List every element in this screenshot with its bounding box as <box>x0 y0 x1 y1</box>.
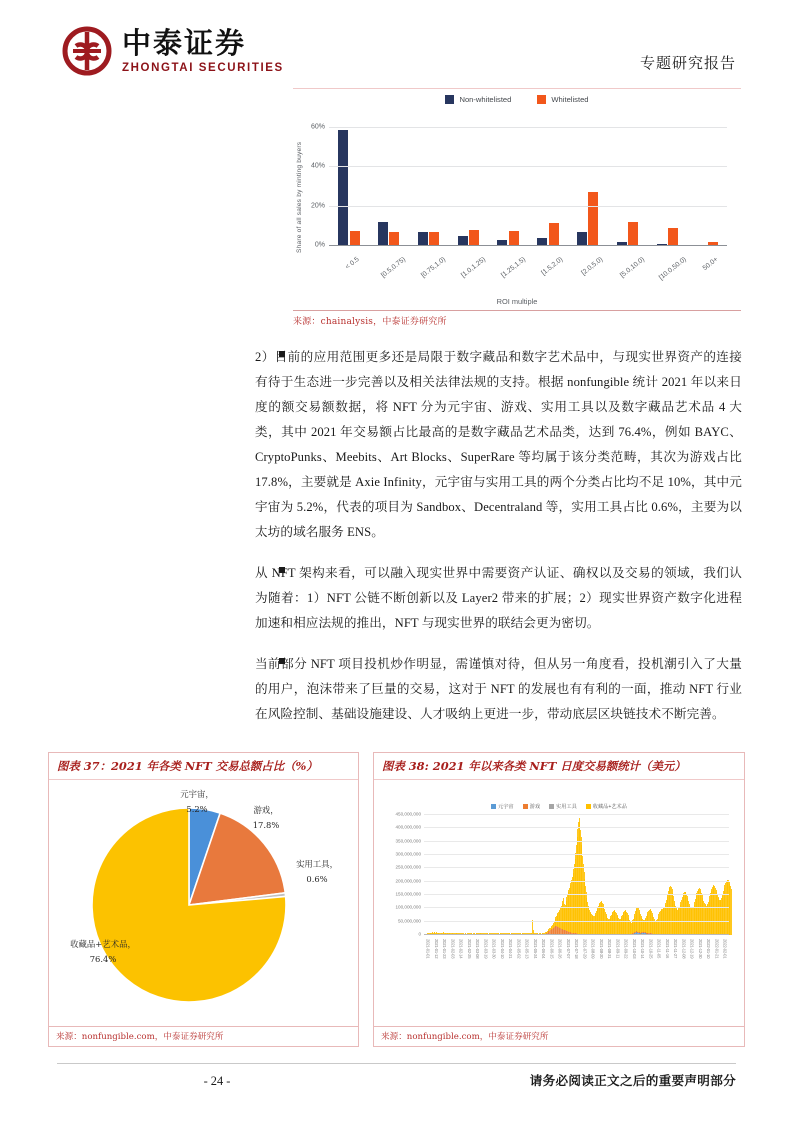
bar-group <box>448 118 488 246</box>
figure-38-x-tick: 2021-04-21 <box>508 939 514 959</box>
bar-whitelisted <box>429 232 439 246</box>
bar-whitelisted <box>509 231 519 246</box>
logo-text-cn: 中泰证券 <box>122 25 247 60</box>
legend-swatch-icon <box>537 95 546 104</box>
bar-non-whitelisted <box>577 232 587 246</box>
figure-38-gridline-5 <box>395 864 729 870</box>
top-figure-source-text: 来源：chainalysis，中泰证券研究所 <box>293 317 447 327</box>
x-tick-label: [5.0,10.0) <box>619 256 647 280</box>
figure-38-x-tick: 2021-06-04 <box>541 939 547 959</box>
top-chart-plot-area <box>310 118 727 249</box>
legend-swatch-icon <box>445 95 454 104</box>
figure-38-x-tick: 2021-11-16 <box>664 939 670 959</box>
para-speculation: 当前部分 NFT 项目投机炒作明显，需谨慎对待，但从另一角度看，投机潮引入了大量的用户，泡沫带来了巨量的交易，这对于 NFT 的发展也有有利的一面，推动 NFT 行业在风险控制、基础设施建设、人才吸纳上更进一步，带动底层区块链技术不断完善。 <box>255 657 742 721</box>
logo-text-en: ZHONGTAI SECURITIES <box>122 61 284 74</box>
figure-38-x-tick: 2021-03-19 <box>483 939 489 959</box>
page-number: - 24 - <box>203 1074 231 1088</box>
legend-label: Non-whitelisted <box>459 95 512 104</box>
bar-group <box>568 118 608 246</box>
bar-group <box>647 118 687 246</box>
report-type-label: 专题研究报告 <box>639 54 736 72</box>
x-tick-label: [1.0,1.25) <box>460 256 487 280</box>
figure-38-legend-item-0 <box>491 803 514 810</box>
figure-38-gridline-8 <box>395 824 729 830</box>
company-logo <box>62 26 284 76</box>
figure-38-x-tick: 2021-02-03 <box>450 939 456 959</box>
figure-38-x-tick: 2022-02-01 <box>722 939 728 959</box>
figure-38-x-tick: 2021-12-30 <box>697 939 703 959</box>
bar-group <box>488 118 528 246</box>
bar-group <box>369 118 409 246</box>
footer-divider <box>57 1063 736 1064</box>
figure-38-y-tick-8: 400,000,000 <box>395 824 421 830</box>
figure-38-x-tick: 2021-05-02 <box>516 939 522 959</box>
para-application-scope: 2）目前的应用范围更多还是局限于数字藏品和数字艺术品中，与现实世界资产的连接有待于生态进一步完善以及相关法律法规的支持。根据 nonfungible 统计 2021 年以来日度的额交易额数据，将 NFT 分为元宇宙、游戏、实用工具以及数字藏品艺术品 4 大类，其中 2021 年交易额占比最高的是数字藏品艺术品类，达到 76.4%，例如 BAYC、CryptoPunks、Meebits、Art Blocks、SuperRare 等均属于该分类范畴，其次为游戏占比 17.8%，主要就是 Axie Infinity，元宇宙与实用工具的两个分类占比均不足 10%，其中元宇宙为 5.2%，代表的项目为 Sandbox、Decentraland 等，实用工具占比 0.6%，主要为以太坊的域名服务 ENS。 <box>255 350 742 539</box>
figure-38-y-tick-5: 250,000,000 <box>395 864 421 870</box>
bar-whitelisted <box>668 228 678 246</box>
gridline-40 <box>310 162 727 170</box>
x-tick-label: [0.75,1.0) <box>420 256 448 280</box>
x-tick-label: [1.25,1.5) <box>499 256 527 280</box>
x-tick-label: [10.0,50.0) <box>657 256 688 282</box>
figure-38-x-tick: 2021-07-07 <box>565 939 571 959</box>
bar-whitelisted <box>389 232 399 246</box>
figure-38-x-tick: 2021-11-27 <box>673 939 679 959</box>
legend-item-0 <box>445 95 511 104</box>
bar-non-whitelisted <box>338 130 348 246</box>
top-chart-x-tick-labels <box>329 248 727 282</box>
figure-38-gridline-9 <box>395 811 729 817</box>
figure-38-y-tick-3: 150,000,000 <box>395 891 421 897</box>
legend-label: 游戏 <box>529 804 541 810</box>
figure-38-x-tick: 2021-10-03 <box>631 939 637 959</box>
figure-38-x-tick: 2022-01-21 <box>714 939 720 959</box>
gridline-0 <box>314 241 727 249</box>
pie-label-metaverse-value: 5.2% <box>186 804 208 814</box>
bar-group <box>608 118 648 246</box>
figure-38-column <box>731 889 732 935</box>
pie-label-utility: 实用工具， 0.6% <box>296 859 338 884</box>
figure-38-x-tick: 2021-08-31 <box>607 939 613 959</box>
figure-38-x-tick: 2021-12-19 <box>689 939 695 959</box>
bar-group <box>329 118 369 246</box>
legend-label: 收藏品+艺术品 <box>592 804 627 810</box>
figure-38-x-tick: 2021-06-15 <box>549 939 555 959</box>
pie-svg <box>49 799 360 1011</box>
x-tick-label: [2.0,5.0) <box>580 256 605 277</box>
bar-group <box>687 118 727 246</box>
x-tick-label: [1.5,2.0) <box>540 256 565 277</box>
figure-38-x-tick: 2021-05-13 <box>524 939 530 959</box>
page-footer <box>57 1063 736 1089</box>
gridline-20 <box>310 202 727 210</box>
pie-label-gaming: 游戏， 17.8% <box>252 805 280 830</box>
bullet-marker-icon <box>233 345 255 545</box>
pie-label-collectibles-name: 收藏品+艺术品 <box>70 939 128 949</box>
paragraph-block <box>233 652 743 727</box>
pie-label-gaming-name: 游戏 <box>253 805 271 815</box>
x-tick-label: < 0.5 <box>344 256 361 271</box>
figure-top-divider <box>293 88 741 89</box>
page-header <box>0 0 793 96</box>
figure-38 <box>373 752 745 1047</box>
pie-label-gaming-value: 17.8% <box>252 820 280 830</box>
y-tick-40: 40% <box>310 162 325 170</box>
figure-38-gridline-3 <box>395 891 729 897</box>
legend-label: Whitelisted <box>551 95 589 104</box>
figure-38-y-tick-2: 100,000,000 <box>395 904 421 910</box>
figure-37-source-text: 来源：nonfungible.com，中泰证券研究所 <box>56 1032 224 1042</box>
figure-38-plot-area <box>395 811 729 937</box>
legend-label: 元宇宙 <box>498 804 514 810</box>
figure-38-x-tick: 2021-12-08 <box>681 939 687 959</box>
top-figure-source-block <box>293 310 741 327</box>
legend-swatch-icon <box>586 804 591 809</box>
figure-38-legend-item-2 <box>549 803 577 810</box>
bar-whitelisted <box>628 222 638 246</box>
figure-38-x-tick: 2021-01-23 <box>442 939 448 959</box>
figure-37-pie-chart <box>49 789 358 1011</box>
figure-38-x-tick: 2021-01-12 <box>433 939 439 959</box>
figure-38-columns <box>424 815 729 935</box>
figure-38-title-divider <box>374 779 744 780</box>
figure-38-x-tick: 2021-02-25 <box>466 939 472 959</box>
figure-38-gridline-2 <box>395 904 729 910</box>
figure-38-x-tick: 2021-03-08 <box>475 939 481 959</box>
y-tick-20: 20% <box>310 202 325 210</box>
bottom-figures-row <box>48 752 745 1047</box>
top-figure-chainalysis <box>293 88 741 327</box>
paragraph-block <box>233 561 743 636</box>
legend-swatch-icon <box>523 804 528 809</box>
figure-38-x-tick: 2021-07-18 <box>574 939 580 959</box>
paragraph-block <box>233 345 743 545</box>
document-body <box>233 345 743 743</box>
y-tick-60: 60% <box>310 123 325 131</box>
figure-37-title: 图表 37：2021 年各类 NFT 交易总额占比（%） <box>57 759 318 773</box>
top-chart-y-axis-title: Share of all sales by minting buyers <box>296 141 303 253</box>
figure-38-x-tick: 2021-01-01 <box>425 939 431 959</box>
legend-swatch-icon <box>491 804 496 809</box>
figure-38-x-tick: 2021-10-14 <box>640 939 646 959</box>
pie-label-collectibles-value: 76.4% <box>89 954 117 964</box>
figure-38-legend <box>374 803 744 810</box>
source-divider <box>293 310 741 311</box>
figure-38-y-tick-4: 200,000,000 <box>395 878 421 884</box>
figure-38-y-tick-1: 50,000,000 <box>398 918 421 924</box>
figure-38-gridline-0 <box>418 931 729 937</box>
figure-38-gridline-7 <box>395 838 729 844</box>
pie-label-utility-value: 0.6% <box>306 874 328 884</box>
figure-38-source-text: 来源：nonfungible.com，中泰证券研究所 <box>381 1032 549 1042</box>
x-tick-label: [0.5,0.75) <box>380 256 408 280</box>
figure-38-legend-item-3 <box>586 803 627 810</box>
figure-38-legend-item-1 <box>523 803 540 810</box>
figure-38-x-tick: 2021-09-11 <box>615 939 621 959</box>
figure-38-x-tick: 2022-01-10 <box>706 939 712 959</box>
legend-label: 实用工具 <box>556 804 577 810</box>
figure-38-x-tick: 2021-09-22 <box>623 939 629 959</box>
bar-whitelisted <box>469 230 479 246</box>
bar-whitelisted <box>588 192 598 246</box>
figure-38-x-tick: 2021-03-30 <box>491 939 497 959</box>
top-chart-legend <box>293 95 741 104</box>
top-chart-bars <box>329 118 727 246</box>
figure-38-x-tick: 2021-02-14 <box>458 939 464 959</box>
pie-label-utility-name: 实用工具 <box>296 859 330 869</box>
pie-label-metaverse: 元宇宙， 5.2% <box>180 789 214 814</box>
figure-38-x-tick: 2021-10-25 <box>648 939 654 959</box>
figure-38-gridline-4 <box>395 878 729 884</box>
figure-38-segment-collectibles <box>731 889 732 935</box>
bar-non-whitelisted <box>378 222 388 246</box>
bar-non-whitelisted <box>418 232 428 246</box>
figure-38-x-tick-labels <box>424 939 729 958</box>
figure-38-x-tick: 2021-11-05 <box>656 939 662 959</box>
figure-38-title: 图表 38: 2021 年以来各类 NFT 日度交易额统计（美元） <box>382 759 686 773</box>
bar-group <box>528 118 568 246</box>
top-chart-x-axis-title: ROI multiple <box>496 297 538 306</box>
legend-swatch-icon <box>549 804 554 809</box>
figure-37-source-block <box>49 1026 358 1046</box>
zhongtai-logo-icon <box>62 26 112 76</box>
figure-38-x-tick: 2021-04-10 <box>499 939 505 959</box>
bar-whitelisted <box>350 231 360 246</box>
figure-38-y-tick-6: 300,000,000 <box>395 851 421 857</box>
x-tick-label: 50.0+ <box>702 256 720 273</box>
figure-38-source-block <box>374 1026 744 1046</box>
figure-38-gridline-1 <box>398 918 729 924</box>
figure-38-y-tick-9: 450,000,000 <box>395 811 421 817</box>
figure-38-x-tick: 2021-05-24 <box>532 939 538 959</box>
figure-37 <box>48 752 359 1047</box>
figure-38-x-tick: 2021-07-29 <box>582 939 588 959</box>
bar-whitelisted <box>549 223 559 246</box>
footer-disclaimer: 请务必阅读正文之后的重要声明部分 <box>529 1073 736 1088</box>
figure-38-y-tick-7: 350,000,000 <box>395 838 421 844</box>
figure-38-x-tick: 2021-08-20 <box>598 939 604 959</box>
pie-label-collectibles: 收藏品+艺术品， 76.4% <box>70 939 136 964</box>
pie-label-metaverse-name: 元宇宙 <box>180 789 206 799</box>
figure-38-y-tick-0: 0 <box>418 931 421 937</box>
para-nft-architecture: 从 NFT 架构来看，可以融入现实世界中需要资产认证、确权以及交易的领域，我们认为随着：1）NFT 公链不断创新以及 Layer2 带来的扩展；2）现实世界资产数字化进程加速和相应法规的推出，NFT 与现实世界的联结会更为密切。 <box>255 566 742 630</box>
gridline-60 <box>310 123 727 131</box>
bar-group <box>409 118 449 246</box>
legend-item-1 <box>537 95 588 104</box>
y-tick-0: 0% <box>314 241 325 249</box>
figure-38-gridline-6 <box>395 851 729 857</box>
figure-38-x-tick: 2021-08-09 <box>590 939 596 959</box>
figure-37-title-divider <box>49 779 358 780</box>
bullet-marker-icon <box>233 561 255 636</box>
figure-38-x-tick: 2021-06-26 <box>557 939 563 959</box>
bullet-marker-icon <box>233 652 255 727</box>
